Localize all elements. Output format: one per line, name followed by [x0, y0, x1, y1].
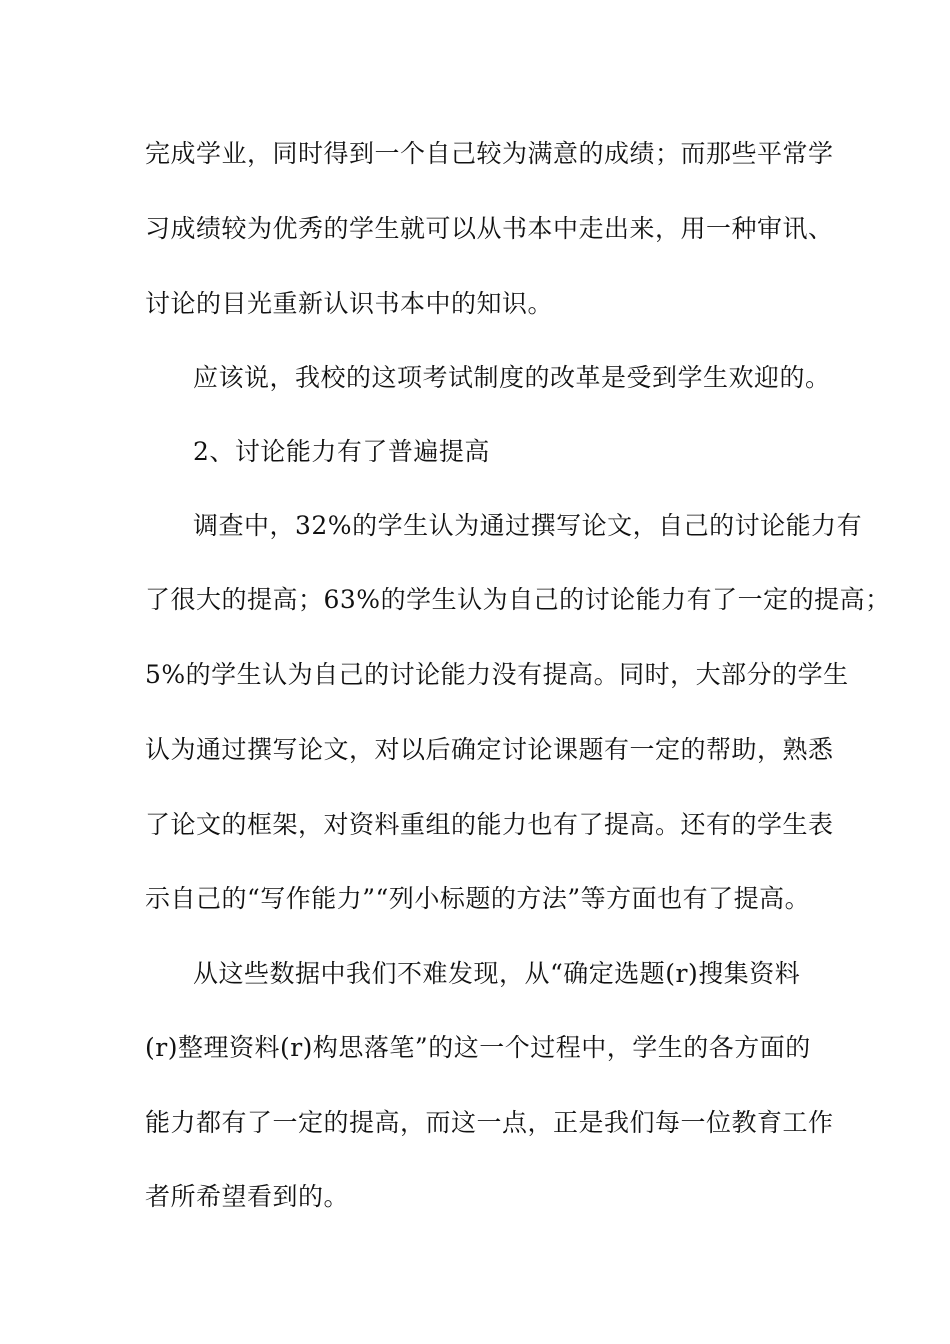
section-heading: 2、讨论能力有了普遍提高 — [193, 437, 490, 466]
paragraph-line: 习成绩较为优秀的学生就可以从书本中走出来，用一种审讯、 — [145, 214, 834, 243]
paragraph-line: 者所希望看到的。 — [145, 1182, 350, 1211]
paragraph-line: 完成学业，同时得到一个自己较为满意的成绩；而那些平常学 — [145, 139, 834, 168]
paragraph-line: 讨论的目光重新认识书本中的知识。 — [145, 289, 554, 318]
paragraph-line: 了论文的框架，对资料重组的能力也有了提高。还有的学生表 — [145, 810, 834, 839]
paragraph-line: 应该说，我校的这项考试制度的改革是受到学生欢迎的。 — [193, 363, 831, 392]
paragraph-line: (r)整理资料(r)构思落笔”的这一个过程中，学生的各方面的 — [145, 1033, 811, 1062]
paragraph-line: 从这些数据中我们不难发现，从“确定选题(r)搜集资料 — [193, 959, 801, 988]
paragraph-line: 认为通过撰写论文，对以后确定讨论课题有一定的帮助，熟悉 — [145, 735, 834, 764]
paragraph-line: 示自己的“写作能力”“列小标题的方法”等方面也有了提高。 — [145, 884, 811, 913]
paragraph-line: 调查中，32%的学生认为通过撰写论文，自己的讨论能力有 — [193, 511, 863, 540]
paragraph-line: 了很大的提高；63%的学生认为自己的讨论能力有了一定的提高； — [145, 585, 891, 614]
paragraph-line: 能力都有了一定的提高，而这一点，正是我们每一位教育工作 — [145, 1108, 834, 1137]
paragraph-line: 5%的学生认为自己的讨论能力没有提高。同时，大部分的学生 — [145, 660, 849, 689]
